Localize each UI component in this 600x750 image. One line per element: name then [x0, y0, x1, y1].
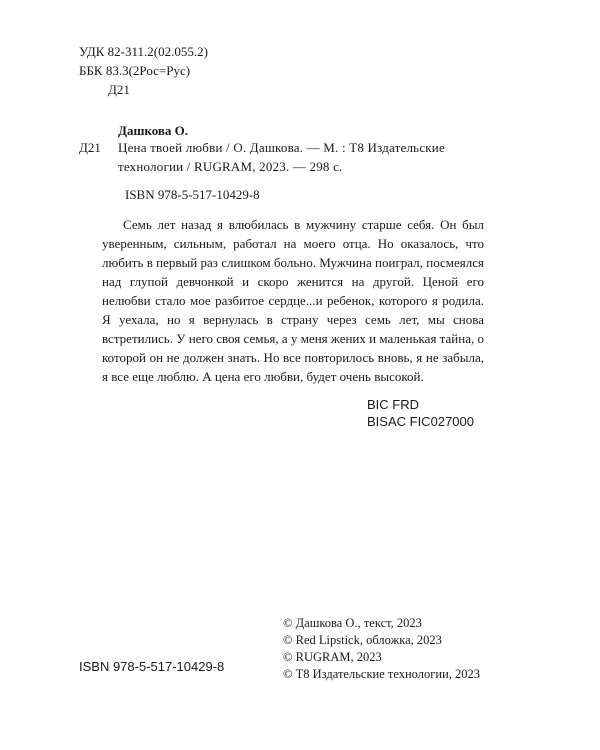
bibliographic-description: Цена твоей любви / О. Дашкова. — М. : Т8 Издательские технологии / RUGRAM, 2023. — 298 с. — [118, 140, 445, 174]
udk-code: УДК 82-311.2(02.055.2) — [79, 44, 208, 59]
copyright-line: © Red Lipstick, обложка, 2023 — [283, 633, 442, 647]
isbn-footer: ISBN 978-5-517-10429-8 — [79, 659, 225, 674]
isbn-record: ISBN 978-5-517-10429-8 — [125, 187, 260, 202]
copyright-line: © Т8 Издательские технологии, 2023 — [283, 667, 481, 681]
annotation-text: Семь лет назад я влюбилась в мужчину старше себя. Он был уверенным, сильным, работал на моего отца. Но оказалось, что любить в первый раз слишком больно. Мужчина поиграл, посмеялся над глупой девчонкой и скоро женится на другой. Ценой его нелюбви стало мое разбитое сердце...и ребенок, которого я родила. Я уехала, но я вернулась в страну через семь лет, мы снова встретились. У него своя семья, а у меня жених и маленькая тайна, о которой он не должен знать. Но все повторилось вновь, я не забыла, я все еще люблю. А цена его любви, будет очень высокой. — [102, 217, 484, 384]
author-code-top: Д21 — [108, 82, 130, 97]
bic-code: BIC FRD — [367, 397, 419, 412]
author-code-left: Д21 — [79, 140, 101, 155]
copyright-notices — [283, 615, 480, 683]
copyright-line: © RUGRAM, 2023 — [283, 650, 382, 664]
copyright-line: © Дашкова О., текст, 2023 — [283, 616, 422, 630]
bisac-code: BISAC FIC027000 — [367, 414, 474, 429]
bbk-code: ББК 83.3(2Рос=Рус) — [79, 63, 191, 78]
author-name: Дашкова О. — [118, 123, 189, 138]
